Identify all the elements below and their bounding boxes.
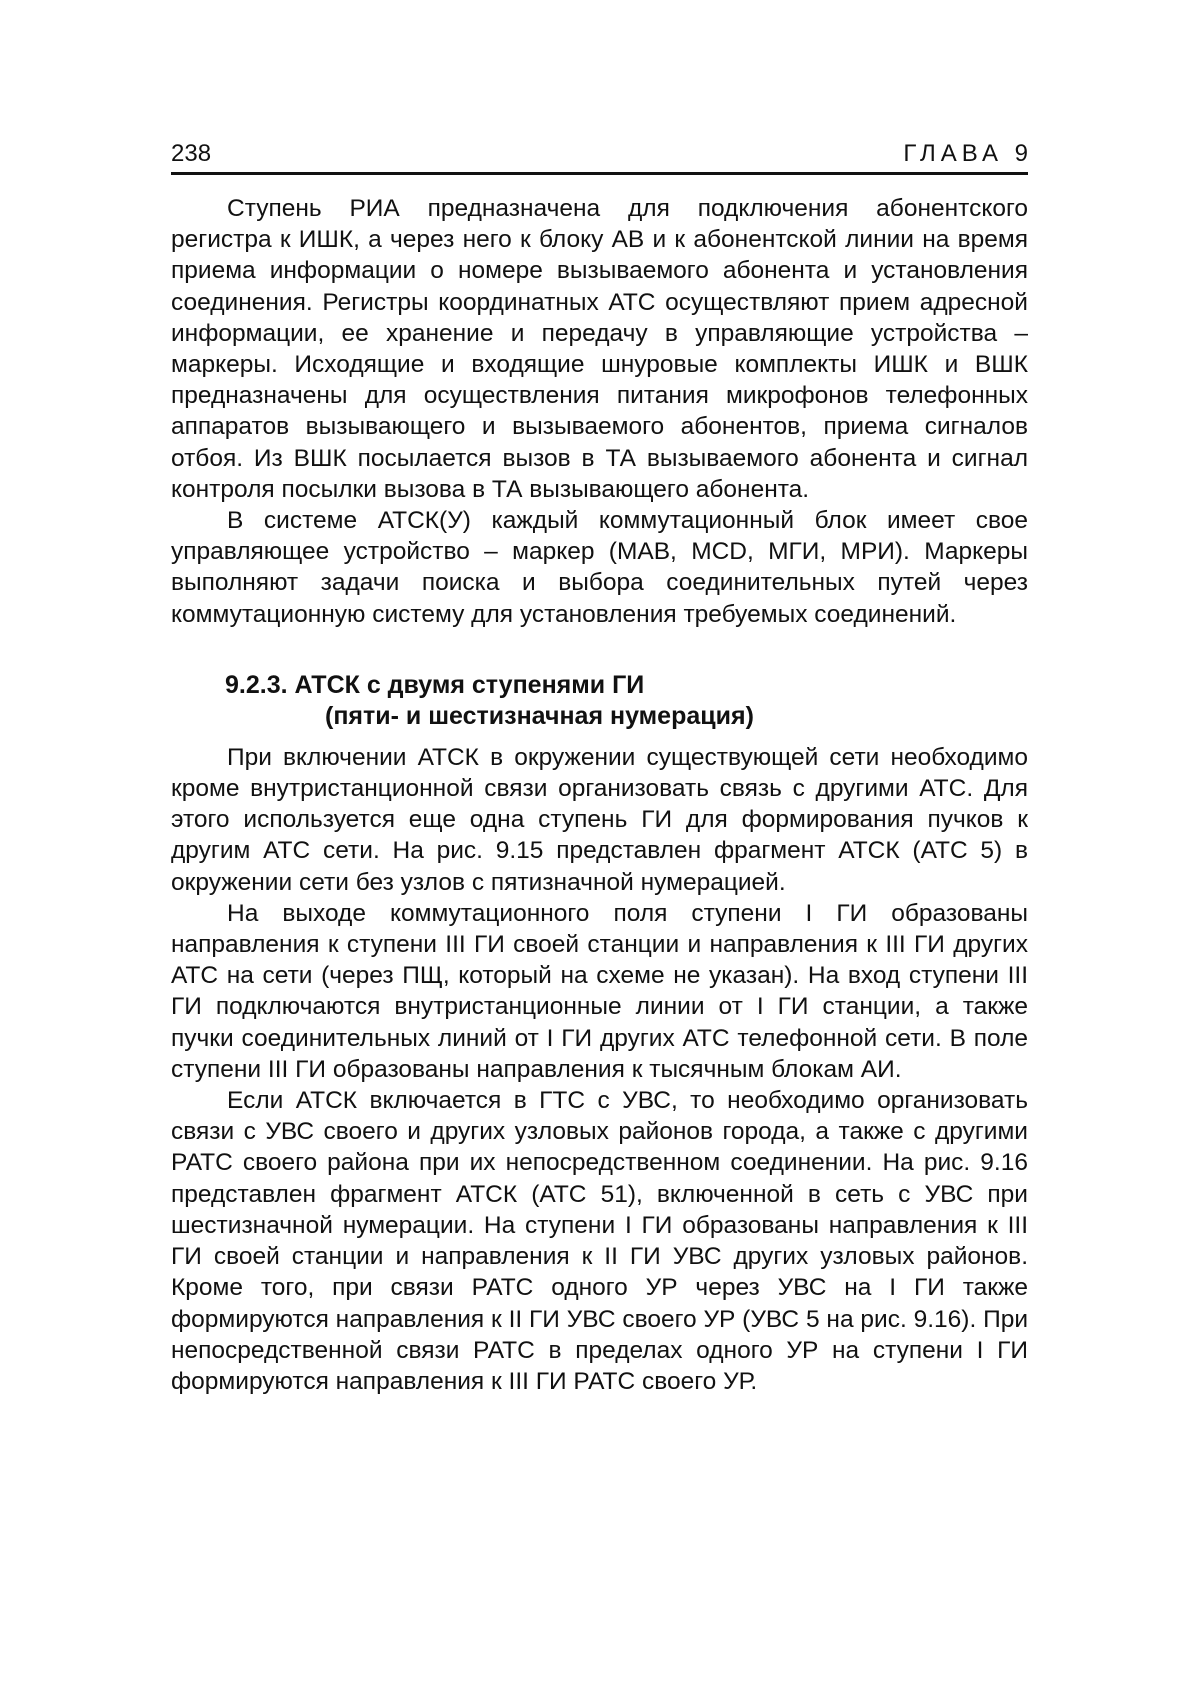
chapter-title: ГЛАВА 9 [903, 140, 1033, 167]
page-number: 238 [171, 140, 212, 167]
body-text [171, 193, 1028, 1397]
paragraph-uvs-connection: Если АТСК включается в ГТС с УВС, то необходимо организовать связи с УВС своего и других узловых районов города, а также с другими РАТС своего района при их непосредственном соединении. На рис. 9.16 представлен фрагмент АТСК (АТС 51), включенной в сеть с УВС при шестизначной нумерации. На ступени I ГИ образованы направления к III ГИ своей станции и направления к II ГИ УВС других узловых районов. Кроме того, при связи РАТС одного УР через УВС на I ГИ также формируются направления к II ГИ УВС своего УР (УВС 5 на рис. 9.16). При непосредственной связи РАТС в пределах одного УР на ступени I ГИ формируются направления к III ГИ РАТС своего УР. [171, 1087, 1028, 1395]
paragraph-network-inclusion: При включении АТСК в окружении существующей сети необходимо кроме внутристанционной связи организовать связь с другими АТС. Для этого используется еще одна ступень ГИ для формирования пучков к другим АТС сети. На рис. 9.15 представлен фрагмент АТСК (АТС 5) в окружении сети без узлов с пятизначной нумерацией. [171, 743, 1028, 896]
section-heading-line1: 9.2.3. АТСК с двумя ступенями ГИ [225, 670, 645, 699]
book-page [171, 140, 1033, 1397]
paragraph-markers: В системе АТСК(У) каждый коммутационный блок имеет свое управляющее устройство – маркер (МАВ, МСD, МГИ, МРИ). Маркеры выполняют задачи поиска и выбора соединительных путей через коммутационную систему для установления требуемых соединений. [171, 507, 1028, 628]
section-heading-line2: (пяти- и шестизначная нумерация) [325, 701, 754, 730]
paragraph-field-output: На выходе коммутационного поля ступени I ГИ образованы направления к ступени III ГИ своей станции и направления к III ГИ других АТС на сети (через ПЩ, который на схеме не указан). На вход ступени III ГИ подключаются внутристанционные линии от I ГИ станции, а также пучки соединительных линий от I ГИ других АТС телефонной сети. В поле ступени III ГИ образованы направления к тысячным блокам АИ. [171, 899, 1028, 1083]
paragraph-ria-stage: Ступень РИА предназначена для подключения абонентского регистра к ИШК, а через него к блоку АВ и к абонентской линии на время приема информации о номере вызываемого абонента и установления соединения. Регистры координатных АТС осуществляют прием адресной информации, ее хранение и передачу в управляющие устройства – маркеры. Исходящие и входящие шнуровые комплекты ИШК и ВШК предназначены для осуществления питания микрофонов телефонных аппаратов вызывающего и вызываемого абонентов, приема сигналов отбоя. Из ВШК посылается вызов в ТА вызываемого абонента и сигнал контроля посылки вызова в ТА вызывающего абонента. [171, 195, 1028, 503]
section-heading [225, 670, 1028, 732]
running-header [171, 140, 1033, 175]
